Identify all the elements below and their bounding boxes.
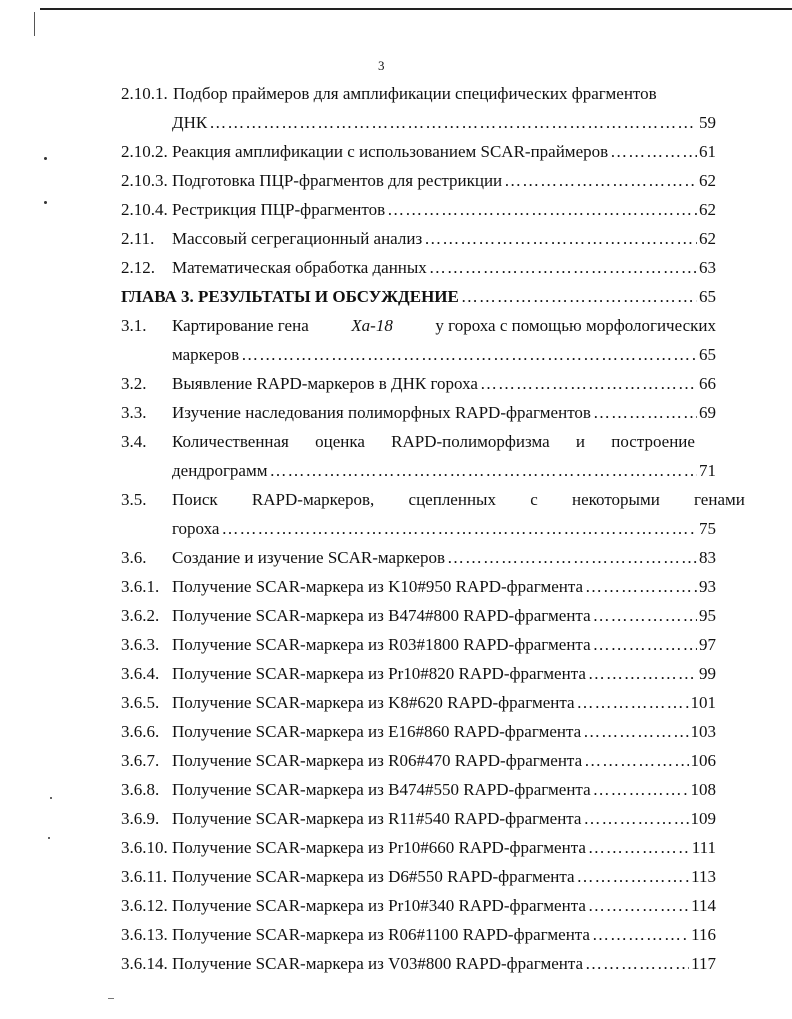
entry-number: 3.6.12. [121,896,168,915]
chapter-title: ГЛАВА 3. РЕЗУЛЬТАТЫ И ОБСУЖДЕНИЕ [121,287,459,306]
entry-number: 3.6.5. [121,693,160,712]
entry-title-line [172,867,716,887]
entry-title: Математическая обработка данных [172,258,427,277]
entry-title-line [172,635,716,655]
entry-title-line [172,403,716,423]
entry-page: 103 [690,722,716,741]
entry-number: 3.6.8. [121,780,160,799]
entry-page: 71 [699,461,716,480]
entry-page: 75 [699,519,716,538]
entry-title: Получение SCAR-маркера из R06#470 RAPD-фрагмента [172,751,583,770]
entry-title: Получение SCAR-маркера из K8#620 RAPD-фрагмента [172,693,575,712]
entry-title-line [172,693,716,713]
entry-title: Получение SCAR-маркера из D6#550 RAPD-фрагмента [172,867,575,886]
entry-title: Выявление RAPD-маркеров в ДНК гороха [172,374,478,393]
leader-dots [577,867,690,887]
entry-title-line [172,751,716,771]
entry-number: 3.4. [121,432,147,451]
leader-dots [585,954,689,974]
entry-number: 3.6.10. [121,838,168,857]
entry-page: 62 [699,171,716,190]
entry-page: 63 [699,258,716,277]
entry-number: 3.2. [121,374,147,393]
entry-title: Реакция амплификации с использованием SCAR-праймеров [172,142,609,161]
entry-title-line [172,896,716,916]
leader-dots [610,142,697,162]
entry-number: 3.1. [121,316,147,335]
leader-dots [592,925,689,945]
entry-page: 99 [699,664,716,683]
entry-title-line [172,490,745,510]
entry-title-line [172,229,716,249]
entry-page: 101 [690,693,716,712]
entry-title: маркеров [172,345,240,364]
entry-number: 2.11. [121,229,155,248]
leader-dots [461,287,697,307]
entry-title: гороха [172,519,220,538]
entry-number: 3.6.1. [121,577,160,596]
entry-title-part: у гороха с помощью морфологических [435,316,716,335]
leader-dots [241,345,697,365]
leader-dots [429,258,697,278]
entry-number: 3.6.2. [121,606,160,625]
entry-title: Получение SCAR-маркера из Pr10#660 RAPD-фрагмента [172,838,586,857]
entry-title-line [172,548,716,568]
entry-title: дендрограмм [172,461,268,480]
entry-title: Получение SCAR-маркера из K10#950 RAPD-фрагмента [172,577,584,596]
entry-number: 3.6.14. [121,954,168,973]
leader-dots [585,577,697,597]
entry-number: 3.6.11. [121,867,168,886]
entry-number: 3.6.4. [121,664,160,683]
leader-dots [424,229,697,249]
entry-title-line [172,838,716,858]
entry-title-line [172,577,716,597]
leader-dots [593,635,697,655]
entry-title-line [172,722,716,742]
entry-title: Поиск RAPD-маркеров, сцепленных с некоторыми генами [172,490,745,509]
leader-dots [447,548,697,568]
leader-dots [504,171,697,191]
entry-title: Получение SCAR-маркера из B474#550 RAPD-фрагмента [172,780,591,799]
entry-title-line [121,287,716,307]
entry-page: 97 [699,635,716,654]
entry-page: 61 [699,142,716,161]
leader-dots [387,200,697,220]
entry-title-line [172,925,716,945]
entry-title: Получение SCAR-маркера из R03#1800 RAPD-фрагмента [172,635,591,654]
entry-number: 3.6.9. [121,809,160,828]
entry-title-line [172,809,716,829]
entry-number: 3.6.7. [121,751,160,770]
entry-title: Рестрикция ПЦР-фрагментов [172,200,386,219]
entry-title-line [172,113,716,133]
entry-number: 2.10.2. [121,142,168,161]
leader-dots [588,664,697,684]
entry-title-line [172,664,716,684]
entry-number: 3.6.3. [121,635,160,654]
entry-title-line [172,171,716,191]
entry-title: Подготовка ПЦР-фрагментов для рестрикции [172,171,503,190]
leader-dots [577,693,689,713]
entry-page: 66 [699,374,716,393]
entry-title: Изучение наследования полиморфных RAPD-фрагментов [172,403,591,422]
leader-dots [593,780,689,800]
entry-page: 109 [690,809,716,828]
entry-title: Подбор праймеров для амплификации специфических фрагментов [173,84,657,103]
leader-dots [583,722,688,742]
entry-title: Количественная оценка RAPD-полиморфизма и построение [172,432,695,451]
page-number: 3 [378,58,385,73]
leader-dots [593,606,697,626]
entry-title: Получение SCAR-маркера из R11#540 RAPD-фрагмента [172,809,582,828]
entry-page: 113 [691,867,716,886]
entry-title: Получение SCAR-маркера из V03#800 RAPD-фрагмента [172,954,584,973]
entry-number: 2.10.1. [121,84,168,103]
leader-dots [593,403,697,423]
entry-title: Получение SCAR-маркера из Pr10#820 RAPD-фрагмента [172,664,586,683]
entry-title-line [173,84,716,104]
entry-title-line [172,374,716,394]
entry-title-line [172,519,716,539]
entry-title-line [172,461,716,481]
entry-title-line [172,606,716,626]
entry-title-line [172,258,716,278]
entry-title-line [172,954,716,974]
entry-title: Получение SCAR-маркера из B474#800 RAPD-фрагмента [172,606,591,625]
entry-page: 95 [699,606,716,625]
entry-page: 117 [691,954,716,973]
leader-dots [480,374,697,394]
leader-dots [588,896,689,916]
entry-title-line [172,200,716,220]
entry-number: 3.6.13. [121,925,168,944]
entry-title: ДНК [172,113,208,132]
entry-title-line [172,780,716,800]
entry-page: 65 [699,345,716,364]
entry-title: Получение SCAR-маркера из E16#860 RAPD-фрагмента [172,722,582,741]
entry-title-part: Картирование гена [172,316,309,335]
entry-page: 108 [690,780,716,799]
entry-page: 114 [691,896,716,915]
entry-number: 3.6.6. [121,722,160,741]
entry-page: 83 [699,548,716,567]
entry-number: 3.3. [121,403,147,422]
entry-title: Получение SCAR-маркера из R06#1100 RAPD-фрагмента [172,925,590,944]
entry-title: Массовый сегрегационный анализ [172,229,423,248]
entry-page: 59 [699,113,716,132]
leader-dots [583,809,688,829]
entry-page: 62 [699,200,716,219]
entry-page: 65 [699,287,716,306]
entry-number: 2.12. [121,258,155,277]
entry-page: 106 [690,751,716,770]
leader-dots [221,519,697,539]
entry-number: 3.6. [121,548,147,567]
entry-title-line [172,316,716,336]
entry-page: 69 [699,403,716,422]
leader-dots [209,113,697,133]
entry-title-line [172,345,716,365]
entry-page: 93 [699,577,716,596]
entry-number: 2.10.3. [121,171,168,190]
leader-dots [269,461,697,481]
leader-dots [588,838,690,858]
entry-number: 3.5. [121,490,147,509]
entry-page: 62 [699,229,716,248]
leader-dots [584,751,688,771]
entry-title: Создание и изучение SCAR-маркеров [172,548,445,567]
entry-page: 111 [691,838,716,857]
entry-number: 2.10.4. [121,200,168,219]
entry-page: 116 [691,925,716,944]
entry-title: Получение SCAR-маркера из Pr10#340 RAPD-фрагмента [172,896,586,915]
entry-title-line [172,142,716,162]
gene-name: Xa-18 [351,316,393,335]
entry-title-line [172,432,716,452]
